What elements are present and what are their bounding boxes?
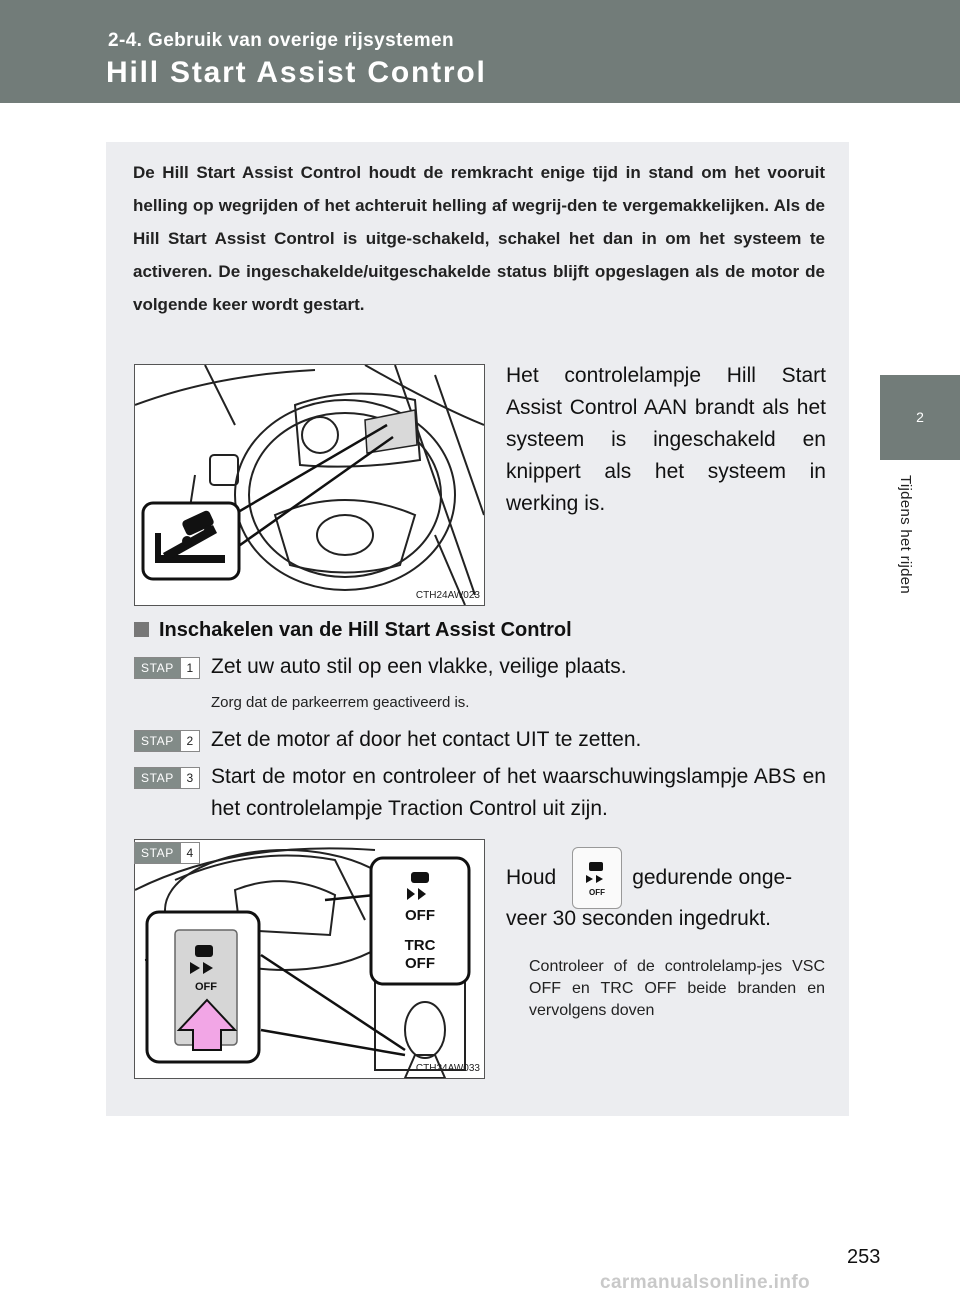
step-label: STAP — [135, 843, 180, 863]
step-badge-1 — [134, 657, 200, 679]
step-number: 1 — [180, 658, 199, 678]
step-2-text: Zet de motor af door het contact UIT te zetten. — [211, 728, 642, 751]
step-badge-2 — [134, 730, 200, 752]
trc-off-text: OFF — [405, 955, 435, 972]
section-title: 2-4. Gebruik van overige rijsystemen — [108, 30, 454, 51]
chapter-tab-top — [880, 0, 960, 103]
step-badge-4 — [134, 842, 200, 864]
step-number: 3 — [180, 768, 199, 788]
switch-off-label: OFF — [589, 888, 606, 897]
step-1-text: Zet uw auto stil op een vlakke, veilige plaats. — [211, 655, 627, 678]
step-label: STAP — [135, 731, 180, 751]
step-badge-3 — [134, 767, 200, 789]
step-label: STAP — [135, 768, 180, 788]
steering-wheel-illustration — [135, 365, 484, 605]
step-4-gedurende: gedurende onge- — [632, 866, 793, 889]
chapter-number: 2 — [916, 409, 924, 425]
step-4-veer: veer 30 seconden ingedrukt. — [506, 907, 772, 930]
chapter-label: Tijdens het rijden — [897, 475, 914, 595]
figure-dashboard-indicator — [134, 364, 485, 606]
button-off-label: OFF — [195, 981, 217, 993]
page-title: Hill Start Assist Control — [106, 56, 487, 89]
step-1-note: Zorg dat de parkeerrem geactiveerd is. — [211, 694, 470, 711]
vsc-off-text: OFF — [405, 907, 435, 924]
step-4-instruction — [506, 846, 792, 910]
chapter-tab — [880, 375, 960, 460]
figure-code: CTH24AW023 — [415, 590, 480, 601]
figure-vsc-off-button — [134, 839, 485, 1079]
procedure-heading-text: Inschakelen van de Hill Start Assist Control — [159, 619, 572, 641]
page-number: 253 — [847, 1246, 881, 1268]
page-header — [0, 0, 880, 103]
step-4-note: Controleer of de controlelamp-jes VSC OFF en TRC OFF beide branden en vervolgens doven — [529, 958, 825, 1019]
step-3-text: Start de motor en controleer of het waarschuwingslampje ABS en het controlelampje Traction Control uit zijn. — [211, 765, 826, 820]
step-number: 4 — [180, 843, 199, 863]
intro-paragraph: De Hill Start Assist Control houdt de remkracht enige tijd in stand om het vooruit helling op wegrijden of het achteruit helling af wegrij-den te vergemakkelijken. Als de Hill Start Assist Control is uitge-schakeld, schakel het dan in om het systeem te activeren. De ingeschakelde/uitgeschakelde status blijft opgeslagen als de motor de volgende keer wordt gestart. — [133, 163, 825, 314]
step-label: STAP — [135, 658, 180, 678]
console-illustration — [135, 840, 484, 1078]
trc-text: TRC — [404, 937, 436, 954]
bullet-square-icon — [134, 622, 149, 637]
step-number: 2 — [180, 731, 199, 751]
figure-code: CTH24AW033 — [415, 1063, 480, 1074]
indicator-description: Het controlelampje Hill Start Assist Control AAN brandt als het systeem is ingeschakeld en knippert als het systeem in werking is. — [506, 364, 826, 515]
vsc-off-switch-icon — [572, 847, 622, 909]
procedure-heading — [134, 619, 572, 642]
step-4-houd: Houd — [506, 866, 557, 889]
watermark: carmanualsonline.info — [600, 1272, 811, 1293]
